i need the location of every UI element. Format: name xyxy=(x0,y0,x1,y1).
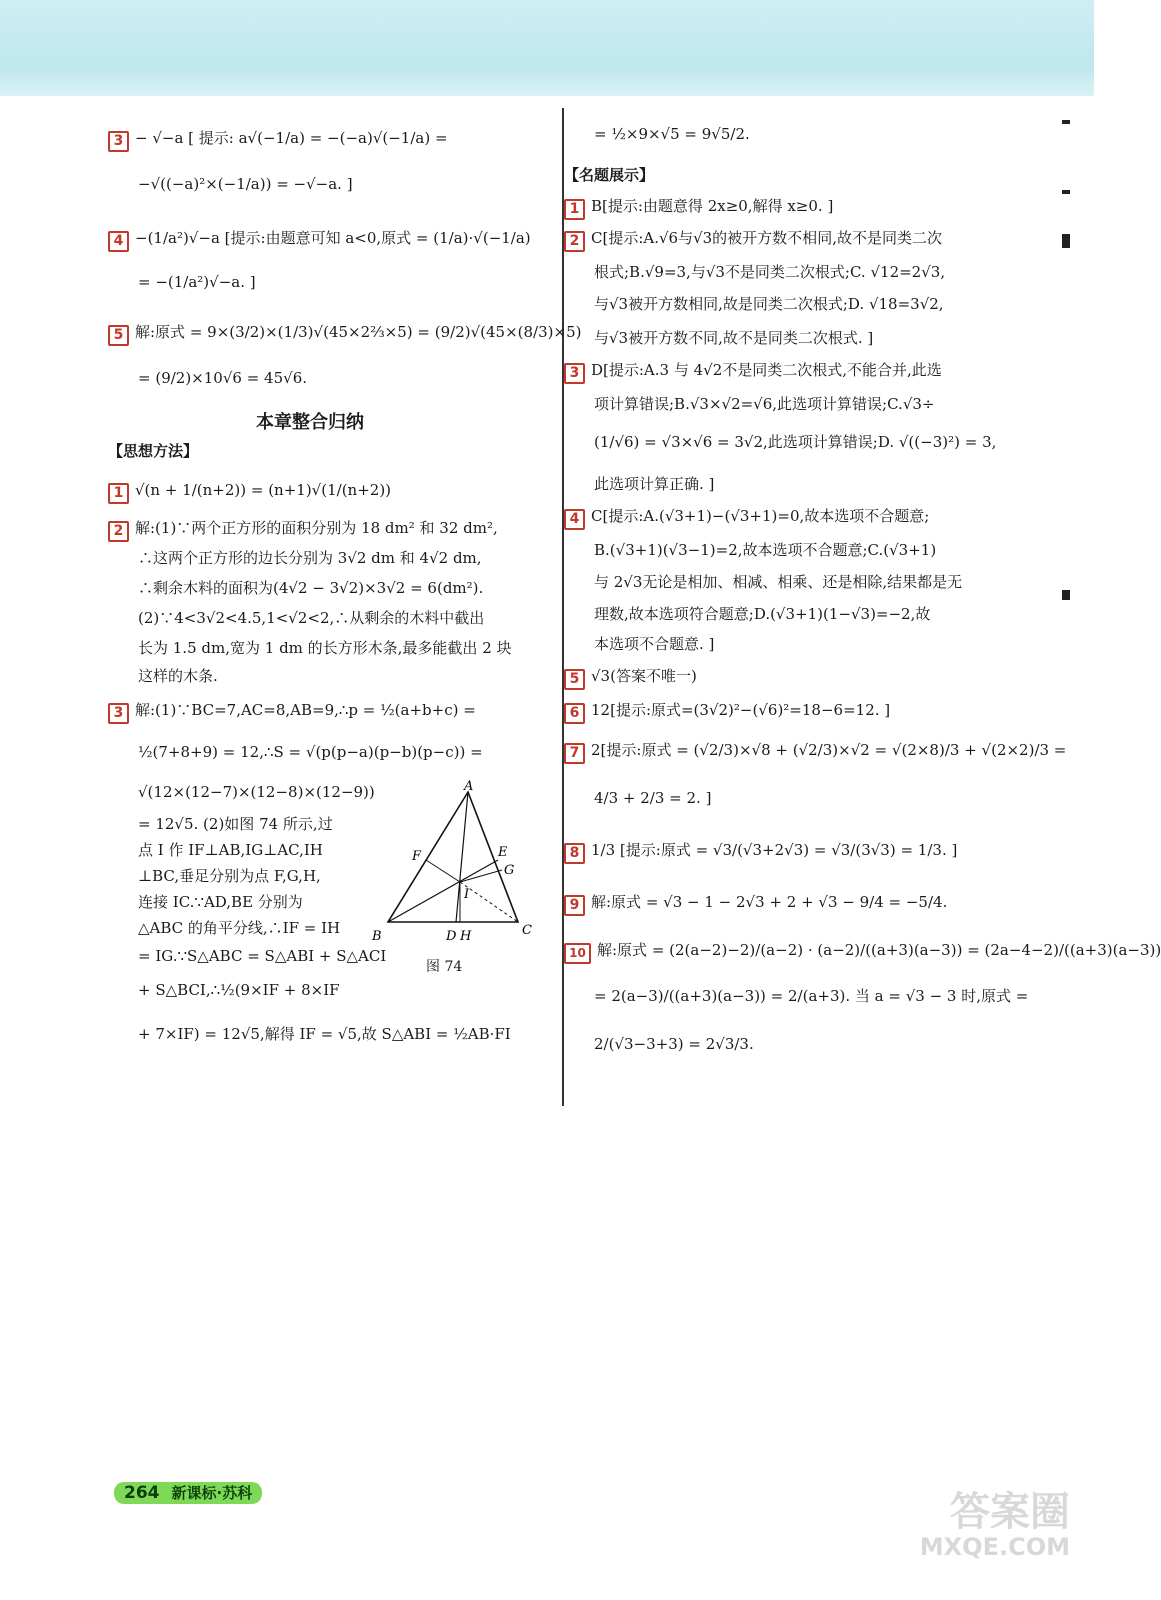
margin-mark xyxy=(1062,590,1070,600)
label-h: H xyxy=(460,929,472,944)
famous-4-line: B.(√3+1)(√3−1)=2,故本选项不合题意;C.(√3+1) xyxy=(594,541,937,559)
famous-2-line: 与√3被开方数不同,故不是同类二次根式. ] xyxy=(594,329,874,347)
famous-10-line: = 2(a−3)/((a+3)(a−3)) = 2/(a+3). 当 a = √3 − 3 时,原式 = xyxy=(594,987,1029,1005)
method-2-line: 这样的木条. xyxy=(138,667,218,685)
bisector-be xyxy=(388,860,498,922)
famous-5: 5 √3(答案不唯一) xyxy=(564,666,697,690)
famous-3-line: 此选项计算正确. ] xyxy=(594,475,715,493)
series-name: 新课标·苏科 xyxy=(171,1484,253,1502)
method-3-line: ½(7+8+9) = 12,∴S = √(p(p−a)(p−b)(p−c)) = xyxy=(138,743,483,761)
label-c: C xyxy=(522,923,532,938)
famous-4-line: 与 2√3无论是相加、相减、相乘、还是相除,结果都是无 xyxy=(594,573,963,591)
page-footer-badge xyxy=(114,1482,262,1504)
page-number: 264 xyxy=(124,1483,160,1503)
famous-2: 2 C[提示:A.√6与√3的被开方数不相同,故不是同类二次 xyxy=(564,228,942,252)
label-d: D xyxy=(446,929,457,944)
answer-number: 5 xyxy=(108,325,129,346)
watermark-en: MXQE.COM xyxy=(919,1533,1070,1561)
famous-3-line: (1/√6) = √3×√6 = 3√2,此选项计算错误;D. √((−3)²) = 3, xyxy=(594,433,997,451)
watermark-cn: 答案圈 xyxy=(950,1489,1070,1535)
header-band xyxy=(0,0,1094,96)
label-b: B xyxy=(372,929,382,944)
famous-2-line: 与√3被开方数相同,故是同类二次根式;D. √18=3√2, xyxy=(594,295,944,313)
previous-continuation: = ½×9×√5 = 9√5/2. xyxy=(594,125,750,143)
method-3-line: 点 I 作 IF⊥AB,IG⊥AC,IH xyxy=(138,841,323,859)
label-g: G xyxy=(504,863,515,878)
answer-number: 2 xyxy=(108,521,129,542)
answer-3: 3 − √−a [ 提示: a√(−1/a) = −(−a)√(−1/a) = xyxy=(108,128,448,152)
answer-4: 4 −(1/a²)√−a [提示:由题意可知 a<0,原式 = (1/a)·√(−1/a) xyxy=(108,228,531,252)
answer-5-cont: = (9/2)×10√6 = 45√6. xyxy=(138,369,307,387)
answer-number: 9 xyxy=(564,895,585,916)
method-2-line: 长为 1.5 dm,宽为 1 dm 的长方形木条,最多能截出 2 块 xyxy=(138,639,512,657)
method-3-line: √(12×(12−7)×(12−8)×(12−9)) xyxy=(138,783,375,801)
famous-10: 10 解:原式 = (2(a−2)−2)/(a−2) · (a−2)/((a+3)(a−3)) = (2a−4−2)/((a+3)(a−3)) xyxy=(564,940,1161,964)
famous-8: 8 1/3 [提示:原式 = √3/(√3+2√3) = √3/(3√3) = 1/3. ] xyxy=(564,840,957,864)
answer-3-cont: −√((−a)²×(−1/a)) = −√−a. ] xyxy=(138,175,353,193)
famous-6: 6 12[提示:原式=(3√2)²−(√6)²=18−6=12. ] xyxy=(564,700,890,724)
answer-number: 5 xyxy=(564,669,585,690)
answer-number: 1 xyxy=(564,199,585,220)
famous-3: 3 D[提示:A.3 与 4√2不是同类二次根式,不能合并,此选 xyxy=(564,360,942,384)
perp-if xyxy=(426,860,460,882)
famous-3-line: 项计算错误;B.√3×√2=√6,此选项计算错误;C.√3÷ xyxy=(594,395,935,413)
answer-5: 5 解:原式 = 9×(3/2)×(1/3)√(45×2⅔×5) = (9/2)√(45×(8/3)×5) xyxy=(108,322,581,346)
method-3: 3 解:(1)∵BC=7,AC=8,AB=9,∴p = ½(a+b+c) = xyxy=(108,700,476,724)
method-2-line: (2)∵4<3√2<4.5,1<√2<2,∴从剩余的木料中截出 xyxy=(138,609,485,627)
famous-problems-heading: 【名题展示】 xyxy=(564,166,655,184)
method-2: 2 解:(1)∵两个正方形的面积分别为 18 dm² 和 32 dm², xyxy=(108,518,498,542)
method-3-line: + 7×IF) = 12√5,解得 IF = √5,故 S△ABI = ½AB·FI xyxy=(138,1025,511,1043)
famous-4-line: 本选项不合题意. ] xyxy=(594,635,715,653)
answer-number: 4 xyxy=(108,231,129,252)
answer-number: 2 xyxy=(564,231,585,252)
answer-number: 3 xyxy=(564,363,585,384)
margin-mark xyxy=(1062,120,1070,124)
method-3-line: 连接 IC.∵AD,BE 分别为 xyxy=(138,893,303,911)
figure-caption: 图 74 xyxy=(426,959,463,975)
answer-number: 3 xyxy=(108,131,129,152)
famous-1: 1 B[提示:由题意得 2x≥0,解得 x≥0. ] xyxy=(564,196,833,220)
method-3-line: ⊥BC,垂足分别为点 F,G,H, xyxy=(138,867,321,885)
method-1: 1 √(n + 1/(n+2)) = (n+1)√(1/(n+2)) xyxy=(108,480,391,504)
method-3-line: = 12√5. (2)如图 74 所示,过 xyxy=(138,815,333,833)
famous-7-line: 4/3 + 2/3 = 2. ] xyxy=(594,789,712,807)
answer-number: 8 xyxy=(564,843,585,864)
famous-9: 9 解:原式 = √3 − 1 − 2√3 + 2 + √3 − 9/4 = −5/4. xyxy=(564,892,947,916)
answer-number: 6 xyxy=(564,703,585,724)
bisector-ad xyxy=(456,792,468,922)
famous-4: 4 C[提示:A.(√3+1)−(√3+1)=0,故本选项不合题意; xyxy=(564,506,929,530)
answer-number: 3 xyxy=(108,703,129,724)
label-a: A xyxy=(464,779,474,794)
famous-10-line: 2/(√3−3+3) = 2√3/3. xyxy=(594,1035,754,1053)
famous-4-line: 理数,故本选项符合题意;D.(√3+1)(1−√3)=−2,故 xyxy=(594,605,931,623)
label-f: F xyxy=(412,849,422,864)
method-2-line: ∴剩余木料的面积为(4√2 − 3√2)×3√2 = 6(dm²). xyxy=(138,579,484,597)
margin-mark xyxy=(1062,190,1070,194)
method-2-line: ∴这两个正方形的边长分别为 3√2 dm 和 4√2 dm, xyxy=(138,549,482,567)
answer-number: 1 xyxy=(108,483,129,504)
label-i: I xyxy=(464,887,470,902)
famous-2-line: 根式;B.√9=3,与√3不是同类二次根式;C. √12=2√3, xyxy=(594,263,946,281)
label-e: E xyxy=(498,845,508,860)
chapter-summary-title: 本章整合归纳 xyxy=(256,412,364,433)
method-3-line: = IG.∵S△ABC = S△ABI + S△ACI xyxy=(138,947,387,965)
method-3-line: △ABC 的角平分线,∴IF = IH xyxy=(138,919,341,937)
method-3-line: + S△BCI,∴½(9×IF + 8×IF xyxy=(138,981,340,999)
answer-number: 4 xyxy=(564,509,585,530)
answer-number: 7 xyxy=(564,743,585,764)
margin-mark xyxy=(1062,234,1070,248)
answer-number: 10 xyxy=(564,943,591,964)
answer-4-cont: = −(1/a²)√−a. ] xyxy=(138,273,256,291)
perp-ig xyxy=(460,870,502,882)
methods-heading: 【思想方法】 xyxy=(108,442,199,460)
triangle-figure-74 xyxy=(368,779,548,950)
watermark xyxy=(900,1490,1070,1560)
famous-7: 7 2[提示:原式 = (√2/3)×√8 + (√2/3)×√2 = √(2×8)/3 + √(2×2)/3 = xyxy=(564,740,1066,764)
